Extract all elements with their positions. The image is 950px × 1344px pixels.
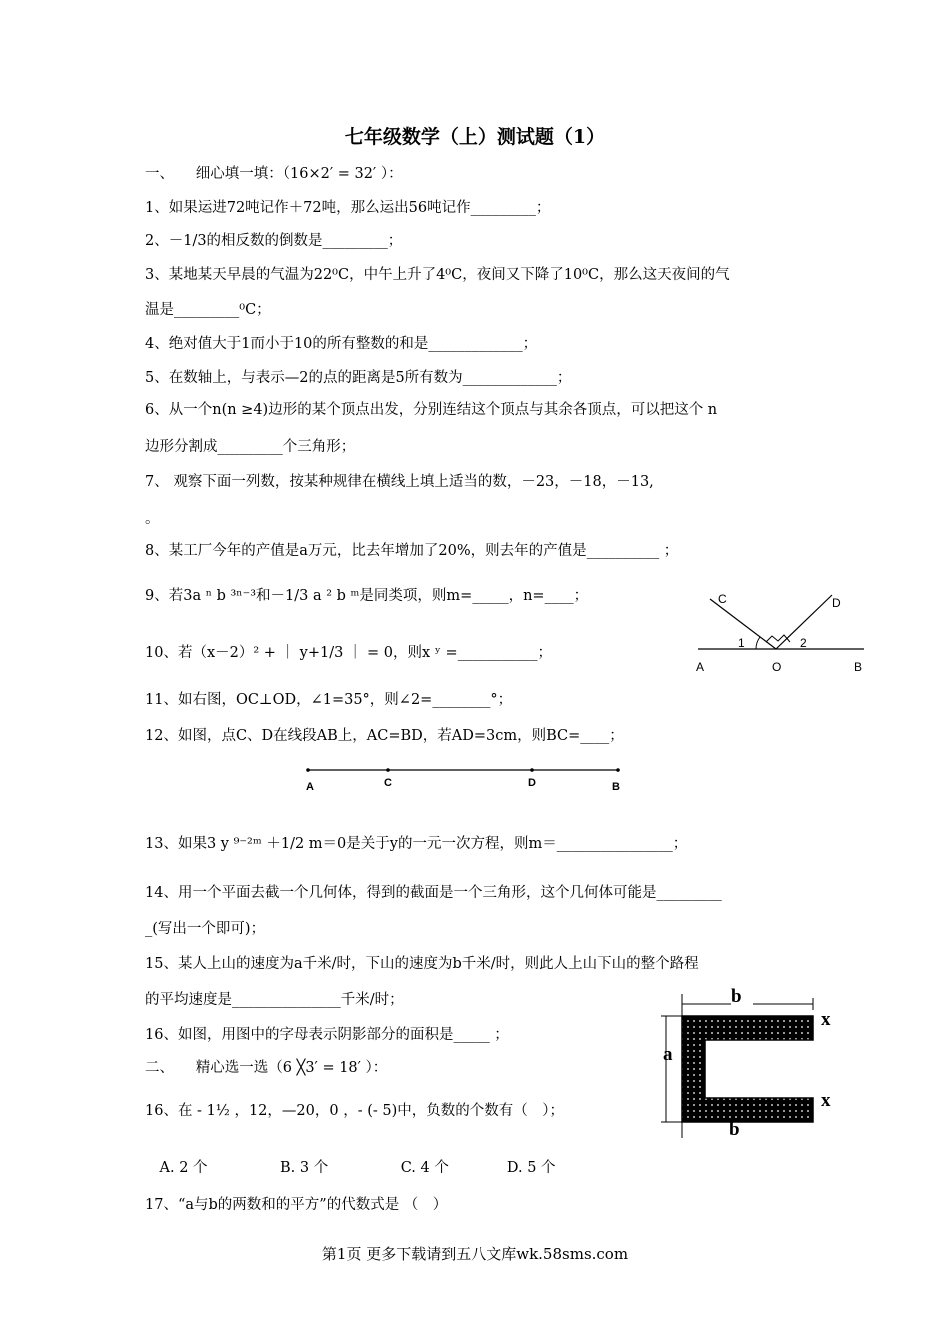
question-3-line-2: 温是_________⁰C；	[145, 302, 271, 318]
question-13: 13、如果3 y ⁹⁻²ᵐ ＋1/2 m＝0是关于y的一元一次方程，则m＝________________；	[145, 836, 688, 852]
question-14-line-2: _(写出一个即可)；	[145, 921, 266, 937]
question-14-line-1: 14、用一个平面去截一个几何体，得到的截面是一个三角形，这个几何体可能是_________	[145, 885, 722, 901]
shape-label-b-bottom: b	[729, 1119, 740, 1138]
question-2: 2、－1/3的相反数的倒数是_________；	[145, 233, 403, 249]
label-c: C	[718, 592, 727, 606]
angle-figure	[690, 585, 870, 680]
segment-label-c: C	[384, 777, 392, 789]
shape-label-a: a	[663, 1044, 673, 1065]
question-3-line-1: 3、某地某天早晨的气温为22⁰C，中午上升了4⁰C，夜间又下降了10⁰C，那么这天夜间的气	[145, 267, 730, 283]
page-footer: 第1页 更多下载请到五八文库wk.58sms.com	[321, 1245, 629, 1263]
question-10: 10、若（x－2）² + ｜ y+1/3 ｜ = 0，则x ʸ =___________；	[145, 645, 552, 661]
question-15-line-1: 15、某人上山的速度为a千米/时，下山的速度为b千米/时，则此人上山下山的整个路程	[145, 956, 699, 972]
question-1: 1、如果运进72吨记作＋72吨，那么运出56吨记作_________；	[145, 200, 551, 216]
segment-figure	[300, 762, 630, 796]
question-7-line-1: 7、 观察下面一列数，按某种规律在横线上填上适当的数，－23，－18，－13,	[145, 474, 654, 490]
question-6-line-2: 边形分割成_________个三角形；	[145, 439, 356, 455]
label-b: B	[854, 660, 863, 674]
label-a: A	[696, 660, 705, 674]
question-7-line-2: 。	[145, 511, 160, 527]
question-16-options: A. 2 个 B. 3 个 C. 4 个 D. 5 个	[145, 1160, 556, 1176]
shape-label-x-bottom: x	[821, 1090, 831, 1111]
shaded-shape-figure	[655, 982, 840, 1138]
question-5: 5、在数轴上，与表示—2的点的距离是5所有数为_____________；	[145, 370, 572, 386]
label-d: D	[832, 596, 841, 610]
section-one-heading: 一、 细心填一填：（16×2′ = 32′ ）：	[145, 166, 403, 182]
question-8: 8、某工厂今年的产值是a万元，比去年增加了20%，则去年的产值是__________ ；	[145, 543, 679, 559]
question-12: 12、如图，点C、D在线段AB上，AC=BD，若AD=3cm，则BC=____；	[145, 728, 624, 744]
question-16-choice: 16、在 - 1½ ，12，—20，0 ，- (- 5)中，负数的个数有（ ）；	[145, 1103, 564, 1119]
segment-label-a: A	[306, 781, 314, 793]
label-o: O	[772, 660, 782, 674]
label-angle-2: 2	[800, 636, 807, 650]
page-title: 七年级数学（上）测试题（1）	[344, 126, 606, 148]
question-16-fill: 16、如图，用图中的字母表示阴影部分的面积是_____ ；	[145, 1027, 509, 1043]
question-4: 4、绝对值大于1而小于10的所有整数的和是_____________；	[145, 336, 538, 352]
segment-label-b: B	[612, 781, 620, 793]
question-11: 11、如右图，OC⊥OD，∠1=35°，则∠2=________°；	[145, 692, 513, 708]
question-9: 9、若3a ⁿ b ³ⁿ⁻³和－1/3 a ² b ᵐ是同类项，则m=_____，n=____；	[145, 588, 589, 604]
shape-label-b-top: b	[731, 986, 742, 1007]
label-angle-1: 1	[738, 636, 745, 650]
segment-label-d: D	[528, 777, 536, 789]
question-6-line-1: 6、从一个n(n ≥4)边形的某个顶点出发，分别连结这个顶点与其余各顶点，可以把这个 n	[145, 402, 718, 418]
question-17: 17、“a与b的两数和的平方”的代数式是 （ ）	[145, 1197, 448, 1213]
shape-label-x-top: x	[821, 1009, 831, 1030]
question-15-line-2: 的平均速度是_______________千米/时；	[145, 992, 404, 1008]
section-two-heading: 二、 精心选一选（6 ╳3′ = 18′ ）：	[145, 1060, 388, 1076]
